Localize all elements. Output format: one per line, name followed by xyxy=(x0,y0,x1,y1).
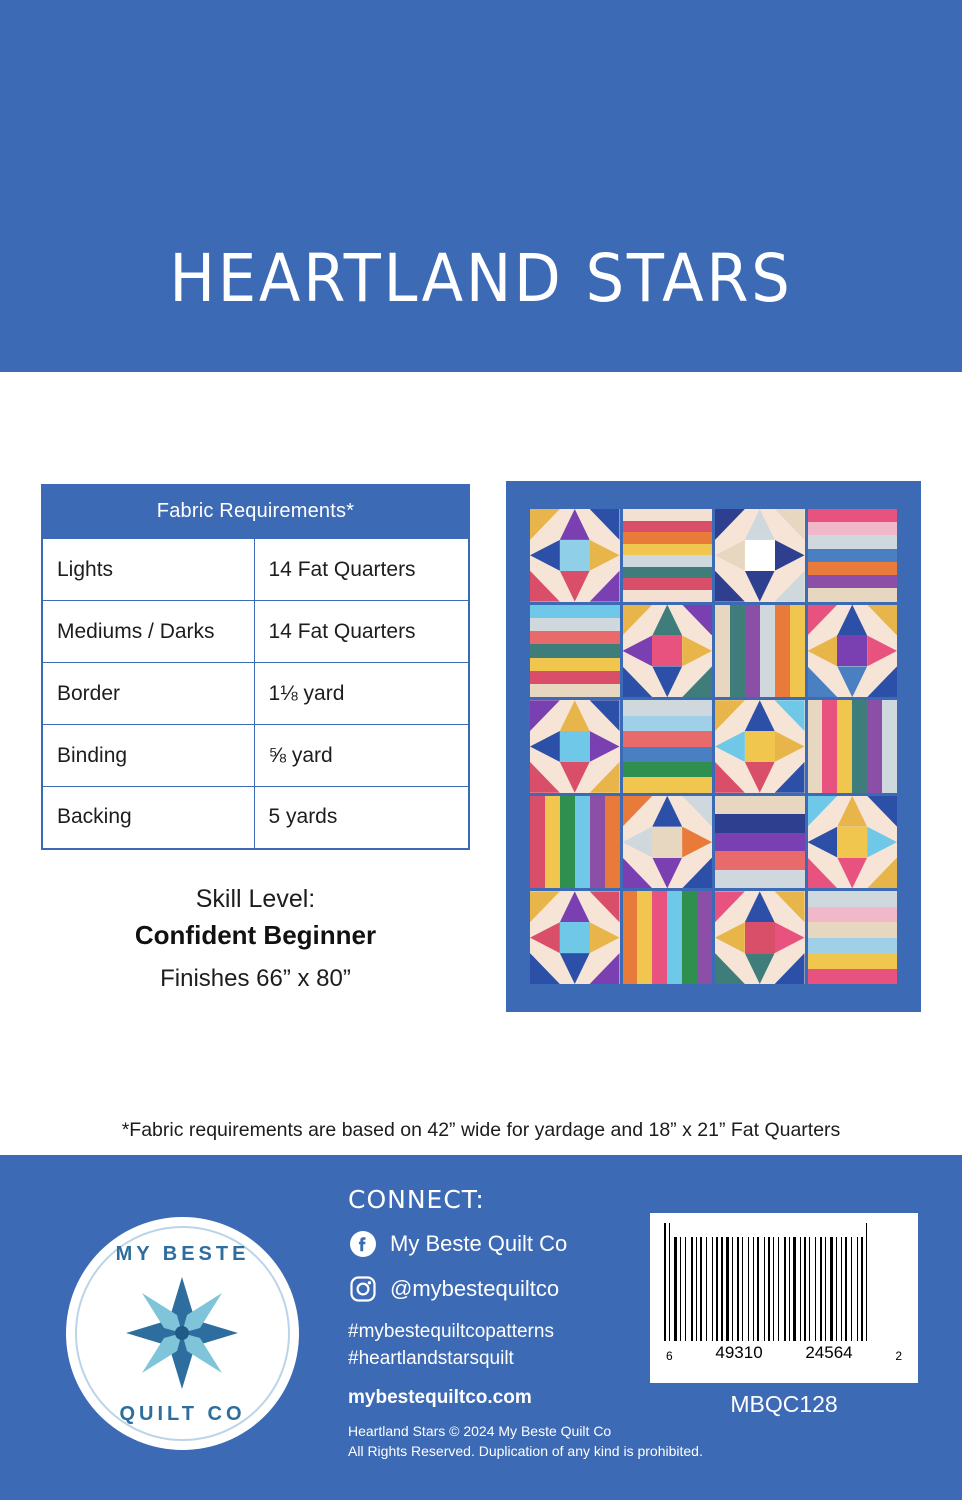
quilt-block xyxy=(623,700,713,793)
fabric-label: Border xyxy=(42,663,254,725)
quilt-block xyxy=(808,700,898,793)
fabric-value: ⅝ yard xyxy=(254,725,469,787)
quilt-block xyxy=(715,509,805,602)
quilt-block xyxy=(808,796,898,889)
connect-heading: CONNECT: xyxy=(348,1185,485,1214)
quilt-block xyxy=(808,605,898,698)
footer-banner xyxy=(0,1155,962,1500)
quilt-block xyxy=(623,509,713,602)
logo-text-bottom: QUILT CO xyxy=(119,1403,246,1425)
quilt-photo xyxy=(506,481,921,1012)
quilt-block xyxy=(808,891,898,984)
facebook-link[interactable] xyxy=(350,1231,567,1257)
quilt-block xyxy=(530,796,620,889)
table-row xyxy=(42,539,469,601)
fabric-value: 14 Fat Quarters xyxy=(254,539,469,601)
quilt-block xyxy=(623,605,713,698)
barcode-group-1: 49310 xyxy=(715,1343,763,1362)
brand-logo xyxy=(66,1217,299,1450)
finished-size: Finishes 66” x 80” xyxy=(160,965,351,992)
instagram-link[interactable] xyxy=(350,1276,559,1302)
table-row xyxy=(42,787,469,849)
facebook-handle: My Beste Quilt Co xyxy=(390,1231,568,1256)
fabric-label: Binding xyxy=(42,725,254,787)
website-link[interactable]: mybestequiltco.com xyxy=(348,1387,532,1408)
hashtag-patterns: #mybestequiltcopatterns xyxy=(348,1321,554,1342)
instagram-handle: @mybestequiltco xyxy=(390,1276,560,1301)
fabric-label: Lights xyxy=(42,539,254,601)
quilt-block xyxy=(530,891,620,984)
table-row xyxy=(42,725,469,787)
quilt-block xyxy=(623,891,713,984)
barcode-bars xyxy=(664,1223,904,1341)
fabric-value: 1⅛ yard xyxy=(254,663,469,725)
facebook-icon xyxy=(350,1231,376,1257)
barcode-group-2: 24564 xyxy=(805,1343,853,1362)
quilt-block-grid xyxy=(530,509,897,984)
fabric-label: Backing xyxy=(42,787,254,849)
quilt-block xyxy=(623,796,713,889)
copyright-line-2: All Rights Reserved. Duplication of any kind is prohibited. xyxy=(348,1443,703,1459)
hashtag-quilt: #heartlandstarsquilt xyxy=(348,1348,514,1369)
quilt-block xyxy=(715,605,805,698)
skill-level-block xyxy=(41,885,470,993)
quilt-block xyxy=(530,700,620,793)
barcode-digits xyxy=(664,1341,904,1363)
fabric-requirements-table xyxy=(41,484,470,850)
table-caption: Fabric Requirements* xyxy=(42,485,469,539)
quilt-block xyxy=(715,700,805,793)
logo-star-icon xyxy=(66,1217,299,1450)
table-row xyxy=(42,663,469,725)
logo-text-top: MY BESTE xyxy=(115,1243,250,1265)
quilt-block xyxy=(530,509,620,602)
barcode-check-digit: 2 xyxy=(895,1349,902,1363)
quilt-block xyxy=(808,509,898,602)
fabric-value: 5 yards xyxy=(254,787,469,849)
header-banner xyxy=(0,0,962,372)
fabric-footnote: *Fabric requirements are based on 42” wide for yardage and 18” x 21” Fat Quarters xyxy=(121,1119,841,1141)
sku-code: MBQC128 xyxy=(730,1391,838,1417)
table-header-row xyxy=(42,485,469,539)
page-title: HEARTLAND STARS xyxy=(169,240,793,317)
quilt-block xyxy=(530,605,620,698)
fabric-value: 14 Fat Quarters xyxy=(254,601,469,663)
barcode-lead-digit: 6 xyxy=(666,1349,673,1363)
skill-level-value: Confident Beginner xyxy=(134,920,377,950)
instagram-icon xyxy=(350,1276,376,1302)
table-row xyxy=(42,601,469,663)
quilt-block xyxy=(715,796,805,889)
quilt-block xyxy=(715,891,805,984)
skill-level-label: Skill Level: xyxy=(195,885,316,913)
barcode xyxy=(650,1213,918,1383)
fabric-label: Mediums / Darks xyxy=(42,601,254,663)
copyright-line-1: Heartland Stars © 2024 My Beste Quilt Co xyxy=(348,1423,612,1439)
